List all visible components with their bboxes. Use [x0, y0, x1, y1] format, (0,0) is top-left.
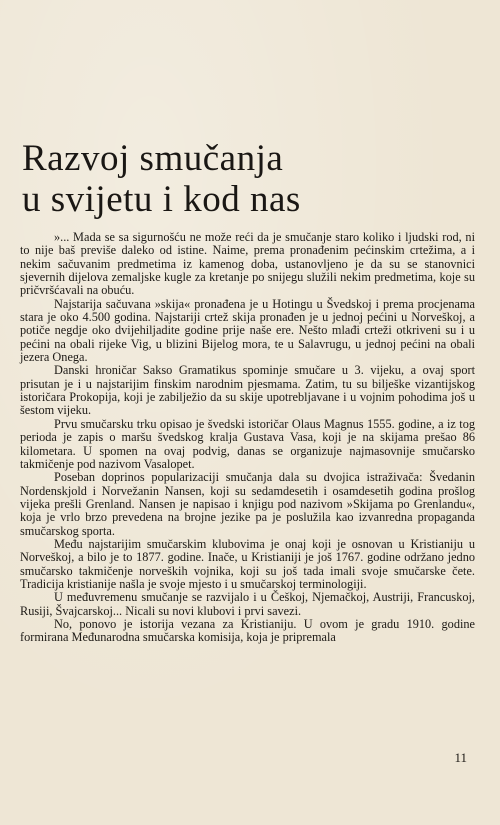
paragraph-7: U međuvremenu smučanje se razvijalo i u Češkoj, Njemačkoj, Austriji, Francuskoj, Rusiji, Švajcarskoj... Nicali su novi klubovi i prvi savezi. — [20, 590, 475, 618]
body-text — [20, 231, 475, 645]
page-number: 11 — [454, 750, 467, 765]
chapter-title — [22, 138, 462, 220]
paragraph-3: Danski hroničar Sakso Gramatikus spominje smučare u 3. vijeku, a ovaj sport prisutan je i u najstarijim finskim narodnim pjesmama. Zatim, tu su bilješke vizantijskog istoričara Prokopija, koji je zabilježio da su skije upotrebljavane i u vojnim pohodima još u šestom vijeku. — [20, 363, 475, 418]
paragraph-5: Poseban doprinos popularizaciji smučanja dala su dvojica istraživača: Švedanin Nordenskjold i Norvežanin Nansen, koji su sedamdesetih i osamdesetih godina prošlog vijeka prešli Grenland. Nansen je napisao i knjigu pod nazivom »Skijama po Grenlandu«, koja je vrlo brzo prevedena na brojne jezike pa je poslužila kao izvanredna propaganda smučarskog sporta. — [20, 470, 475, 538]
paragraph-2: Najstarija sačuvana »skija« pronađena je u Hotingu u Švedskoj i prema procjenama stara je oko 4.500 godina. Najstariji crtež skija pronađen je u jednoj pećini u Norveškoj, a potiče negdje oko dvijehiljadite godine prije naše ere. Nešto mlađi crteži otkriveni su i u pećini na obali rijeke Vig, u blizini Bijelog mora, te u Salavrugu, u jednoj pećini na obali jezera Onega. — [20, 296, 475, 365]
paragraph-8: No, ponovo je istorija vezana za Kristianiju. U ovom je gradu 1910. godine formirana Međunarodna smučarska komisija, koja je pripremala — [20, 616, 475, 645]
paragraph-6: Među najstarijim smučarskim klubovima je onaj koji je osnovan u Kristianiju u Norveškoj, a bilo je to 1877. godine. Inače, u Kristianiji je još 1767. godine održano jedno smučarsko takmičenje norveških vojnika, koji su još tada imali svoje smučarske čete. Tradicija kristianije našla je svoje mjesto i u smučarskoj terminologiji. — [20, 536, 475, 591]
paragraph-1: »... Mada se sa sigurnošću ne može reći da je smučanje staro koliko i ljudski rod, ni to nije baš previše daleko od istine. Naime, prema pronađenim pećinskim crtežima, a i nekim sačuvanim predmetima iz kamenog doba, ustanovljeno je da su se stanovnici sjevernih dijelova zemaljske kugle za kretanje po snijegu služili nekim predmetima, koje su pričvršćavali na obuću. — [20, 230, 475, 298]
chapter-title-line-1: Razvoj smučanja — [22, 138, 284, 179]
bleed-through-text — [40, 8, 480, 98]
paragraph-4: Prvu smučarsku trku opisao je švedski istoričar Olaus Magnus 1555. godine, a iz tog perioda je zapis o maršu švedskog kralja Gustava Vasa, koji je na skijama prešao 86 kilometara. U spomen na ovaj podvig, danas se organizuje najmasovnije smučarsko takmičenje pod nazivom Vasalopet. — [20, 416, 475, 471]
chapter-title-line-2: u svijetu i kod nas — [22, 179, 301, 220]
